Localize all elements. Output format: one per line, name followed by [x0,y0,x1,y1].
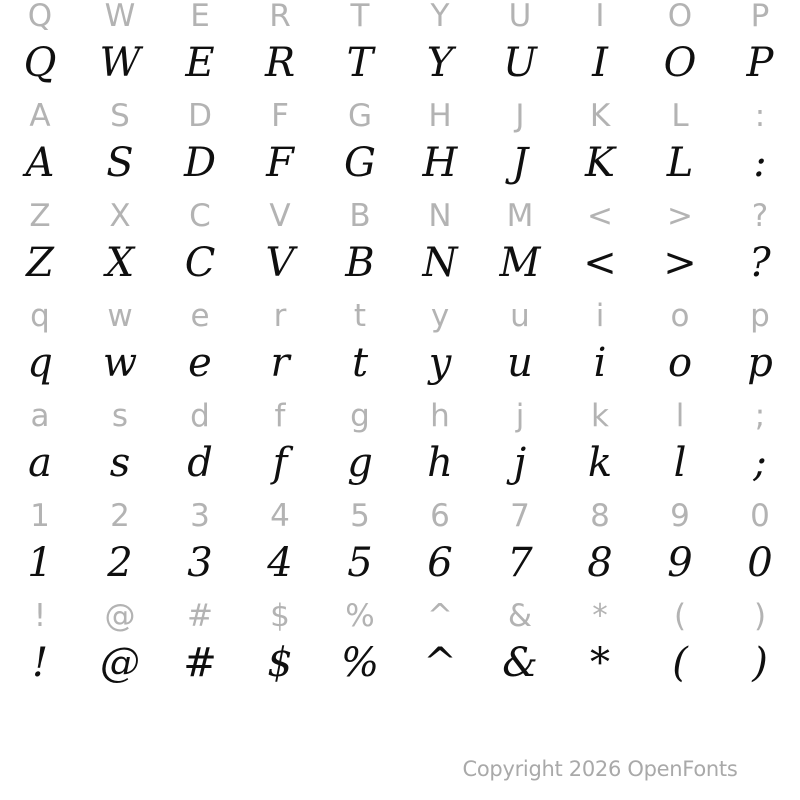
sample-glyph: q [27,340,53,386]
sample-glyph: r [270,340,290,386]
sample-glyph: P [746,40,774,86]
reference-glyph: J [515,98,525,134]
reference-glyph: t [353,298,367,334]
reference-glyph: 1 [30,498,50,534]
sample-glyph: ( [672,640,688,686]
sample-glyph: R [264,40,296,86]
reference-glyph: % [345,598,375,634]
reference-glyph: y [430,298,450,334]
sample-glyph: W [99,40,141,86]
sample-glyph: 7 [507,540,533,586]
sample-glyph: 1 [27,540,53,586]
reference-glyph: ( [673,598,687,634]
sample-row-uppercase-home-row [0,140,800,200]
sample-glyph: 6 [427,540,453,586]
sample-glyph: a [28,440,52,486]
sample-glyph: $ [267,640,293,686]
reference-glyph: 0 [750,498,770,534]
sample-row-uppercase-top-row [0,40,800,100]
sample-glyph: o [667,340,693,386]
copyright-text: Copyright 2026 OpenFonts [462,757,738,781]
reference-glyph: g [350,398,370,434]
sample-glyph: U [503,40,537,86]
reference-glyph: 8 [590,498,610,534]
sample-glyph: g [347,440,373,486]
reference-glyph: 3 [190,498,210,534]
reference-glyph: @ [104,598,136,634]
sample-glyph: # [183,640,217,686]
reference-glyph: p [750,298,770,334]
reference-glyph: R [269,0,291,34]
reference-glyph: d [190,398,210,434]
reference-glyph: 6 [430,498,450,534]
reference-glyph: 9 [670,498,690,534]
sample-glyph: N [422,240,458,286]
sample-glyph: Y [426,40,454,86]
sample-glyph: 0 [747,540,773,586]
reference-glyph: G [347,98,373,134]
sample-glyph: A [25,140,55,186]
sample-glyph: s [109,440,131,486]
sample-glyph: C [184,240,216,286]
reference-glyph: ^ [427,598,453,634]
reference-glyph: M [506,198,534,234]
reference-glyph: A [29,98,51,134]
sample-glyph: & [502,640,538,686]
reference-glyph: * [592,598,608,634]
reference-glyph: Y [430,0,450,34]
reference-glyph: > [667,198,693,234]
sample-glyph: K [585,140,615,186]
reference-glyph: X [109,198,131,234]
reference-glyph: i [595,298,605,334]
sample-glyph: ? [749,240,771,286]
sample-glyph: H [422,140,458,186]
sample-row-lowercase-home-row [0,440,800,500]
reference-glyph: T [350,0,370,34]
sample-glyph: e [188,340,212,386]
sample-glyph: ! [31,640,49,686]
reference-glyph: a [30,398,50,434]
sample-glyph: i [593,340,607,386]
sample-glyph: G [344,140,376,186]
reference-glyph: $ [270,598,290,634]
reference-glyph: L [671,98,689,134]
reference-glyph: 2 [110,498,130,534]
reference-glyph: s [111,398,129,434]
sample-glyph: I [592,40,608,86]
sample-row-digits-row [0,540,800,600]
sample-glyph: y [428,340,452,386]
sample-glyph: F [266,140,294,186]
sample-glyph: p [747,340,773,386]
sample-glyph: ^ [423,640,457,686]
reference-glyph: e [190,298,210,334]
sample-glyph: ) [752,640,768,686]
reference-glyph: W [104,0,136,34]
reference-glyph: ) [753,598,767,634]
reference-glyph: f [274,398,286,434]
reference-glyph: O [667,0,693,34]
sample-glyph: L [666,140,694,186]
reference-glyph: j [515,398,525,434]
reference-glyph: # [187,598,213,634]
reference-glyph: ! [33,598,47,634]
reference-glyph: r [273,298,287,334]
sample-glyph: u [507,340,533,386]
sample-glyph: @ [100,640,140,686]
sample-glyph: T [346,40,374,86]
sample-glyph: f [272,440,288,486]
sample-glyph: B [345,240,375,286]
sample-glyph: h [427,440,453,486]
reference-glyph: u [510,298,530,334]
reference-glyph: l [675,398,685,434]
reference-glyph: & [507,598,533,634]
sample-glyph: 3 [187,540,213,586]
sample-glyph: < [583,240,617,286]
reference-glyph: B [349,198,371,234]
sample-glyph: 5 [347,540,373,586]
sample-glyph: V [265,240,295,286]
sample-glyph: Z [26,240,54,286]
reference-glyph: k [591,398,609,434]
sample-glyph: 9 [667,540,693,586]
sample-row-symbols-row [0,640,800,700]
reference-glyph: H [428,98,452,134]
sample-glyph: t [351,340,369,386]
reference-glyph: E [190,0,210,34]
sample-glyph: Q [23,40,57,86]
reference-glyph: C [189,198,211,234]
reference-glyph: K [589,98,611,134]
reference-glyph: F [271,98,289,134]
sample-glyph: D [183,140,217,186]
reference-glyph: 7 [510,498,530,534]
reference-glyph: S [110,98,130,134]
sample-glyph: ; [753,440,767,486]
reference-glyph: 4 [270,498,290,534]
sample-glyph: S [106,140,134,186]
reference-glyph: V [269,198,291,234]
sample-glyph: * [590,640,610,686]
reference-glyph: 5 [350,498,370,534]
reference-glyph: q [30,298,50,334]
reference-glyph: w [107,298,133,334]
sample-glyph: > [663,240,697,286]
reference-glyph: D [188,98,212,134]
sample-glyph: 8 [587,540,613,586]
sample-glyph: J [511,140,529,186]
sample-glyph: 2 [107,540,133,586]
reference-glyph: Z [29,198,51,234]
reference-glyph: N [428,198,452,234]
reference-glyph: < [587,198,613,234]
reference-glyph: : [754,98,766,134]
reference-glyph: ; [754,398,766,434]
sample-glyph: j [513,440,527,486]
sample-glyph: % [340,640,379,686]
sample-glyph: w [102,340,138,386]
sample-glyph: k [587,440,613,486]
sample-glyph: X [105,240,135,286]
sample-glyph: : [753,140,767,186]
reference-glyph: Q [27,0,53,34]
reference-glyph: U [508,0,532,34]
reference-glyph: h [430,398,450,434]
sample-row-uppercase-bottom-row [0,240,800,300]
sample-glyph: l [673,440,687,486]
sample-glyph: d [187,440,213,486]
sample-glyph: 4 [267,540,293,586]
reference-glyph: P [750,0,770,34]
reference-glyph: ? [751,198,769,234]
sample-glyph: M [499,240,541,286]
sample-glyph: O [663,40,697,86]
sample-glyph: E [185,40,215,86]
reference-glyph: o [670,298,690,334]
sample-row-lowercase-top-row [0,340,800,400]
reference-glyph: I [595,0,605,34]
